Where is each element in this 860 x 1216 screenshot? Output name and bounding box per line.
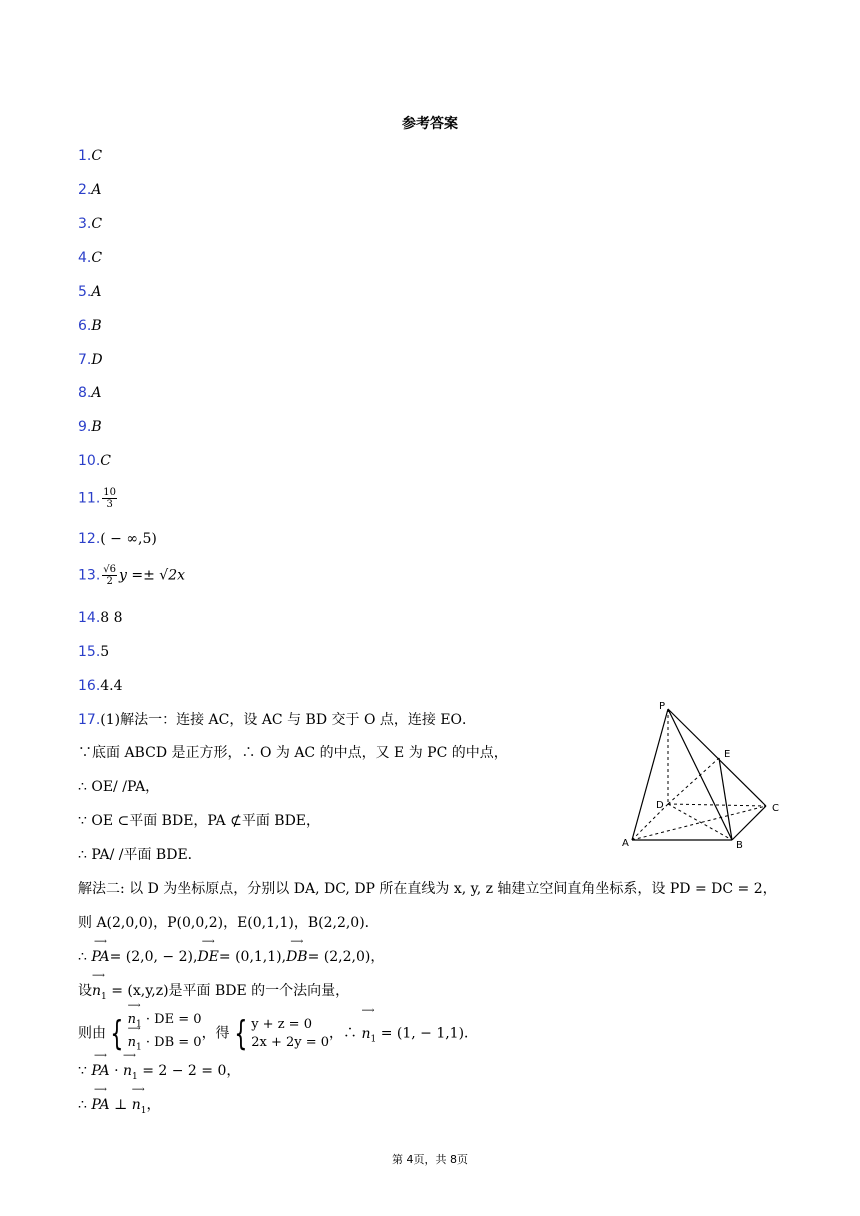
equation-system-2: { y + z = 0 2x + 2y = 0: [233, 1013, 330, 1054]
pyramid-diagram: [616, 696, 796, 856]
answer-10: 10.C: [78, 453, 111, 469]
equation-system-1: { ⟶ $n_1$ · DE = 0 ⟶ $n_1$ · DB = 0: [106, 1011, 202, 1056]
q17-line-12: ∴ ⟶ PA ⊥ ⟶ $n_1$，: [78, 1095, 160, 1121]
label-E: E: [724, 749, 731, 760]
answer-13: 13. $\frac{√6}{2}$ y =± √2x: [78, 564, 185, 587]
fraction: $\frac{10}{3}$: [103, 487, 116, 510]
answer-7: 7.D: [78, 352, 103, 368]
answer-6: 6.B: [78, 318, 102, 334]
q17-line-6: 解法二: 以 D 为坐标原点，分别以 DA, DC, DP 所在直线为 x, y, z 轴建立空间直角坐标系，设 PD = DC = 2，: [78, 881, 777, 897]
edge-BC: [732, 806, 766, 840]
answer-14: 14.8 8: [78, 610, 123, 626]
edge-AC: [632, 806, 766, 840]
answer-5: 5.A: [78, 284, 102, 300]
edge-DB: [668, 804, 732, 840]
q17-line-8: ∴ ⟶ PA= (2,0, − 2),⟶ DE= (0,1,1),⟶ DB= (2,2,0)，: [78, 947, 384, 967]
answer-4: 4.C: [78, 250, 103, 266]
edge-PC: [668, 709, 766, 806]
answer-2: 2.A: [78, 182, 102, 198]
answer-1: 1.C: [78, 148, 103, 164]
answer-11: 11. $\frac{10}{3}$: [78, 487, 116, 510]
answer-9: 9.B: [78, 419, 102, 435]
answer-15: 15.5: [78, 644, 110, 660]
answer-8: 8.A: [78, 385, 102, 401]
label-B: B: [736, 840, 743, 851]
edge-DC: [668, 804, 766, 806]
label-A: A: [622, 838, 629, 849]
q17-line-7: 则 A(2,0,0)，P(0,0,2)，E(0,1,1)，B(2,2,0)．: [78, 915, 379, 931]
edge-PA: [632, 709, 668, 840]
label-C: C: [772, 803, 779, 814]
answer-16: 16.4.4: [78, 678, 123, 694]
answer-3: 3.C: [78, 216, 103, 232]
q17-line-10: 则由 { ⟶ $n_1$ · DE = 0 ⟶ $n_1$ · DB = 0 ，得 { y + z = 0 2x + 2y = 0 ，∴ ⟶ $n_1 = (1$, − 1,1)．: [78, 1011, 478, 1057]
q17-line-1: 17.(1)解法一：连接 AC，设 AC 与 BD 交于 O 点，连接 EO．: [78, 712, 477, 728]
q17-line-4: ∵ OE ⊂平面 BDE，PA ⊄平面 BDE，: [78, 813, 321, 829]
answer-12: 12.( − ∞,5): [78, 531, 157, 547]
fraction: $\frac{√6}{2}$: [103, 564, 116, 587]
q17-line-5: ∴ PA/ /平面 BDE．: [78, 847, 202, 863]
q17-line-9: 设⟶ $n_1 = (x,y,z)$是平面 BDE 的一个法向量，: [78, 981, 349, 1007]
page-footer: 第 4页，共 8页: [392, 1153, 468, 1166]
q17-line-11: ∵ ⟶ PA · ⟶ $n_1 = 2 - 2 = 0$，: [78, 1061, 240, 1087]
q17-line-2: ∵底面 ABCD 是正方形，∴ O 为 AC 的中点，又 E 为 PC 的中点，: [78, 745, 508, 761]
page-title: 参考答案: [402, 116, 458, 132]
q17-line-3: ∴ OE/ /PA，: [78, 779, 160, 795]
label-D: D: [656, 800, 664, 811]
label-P: P: [659, 701, 666, 712]
